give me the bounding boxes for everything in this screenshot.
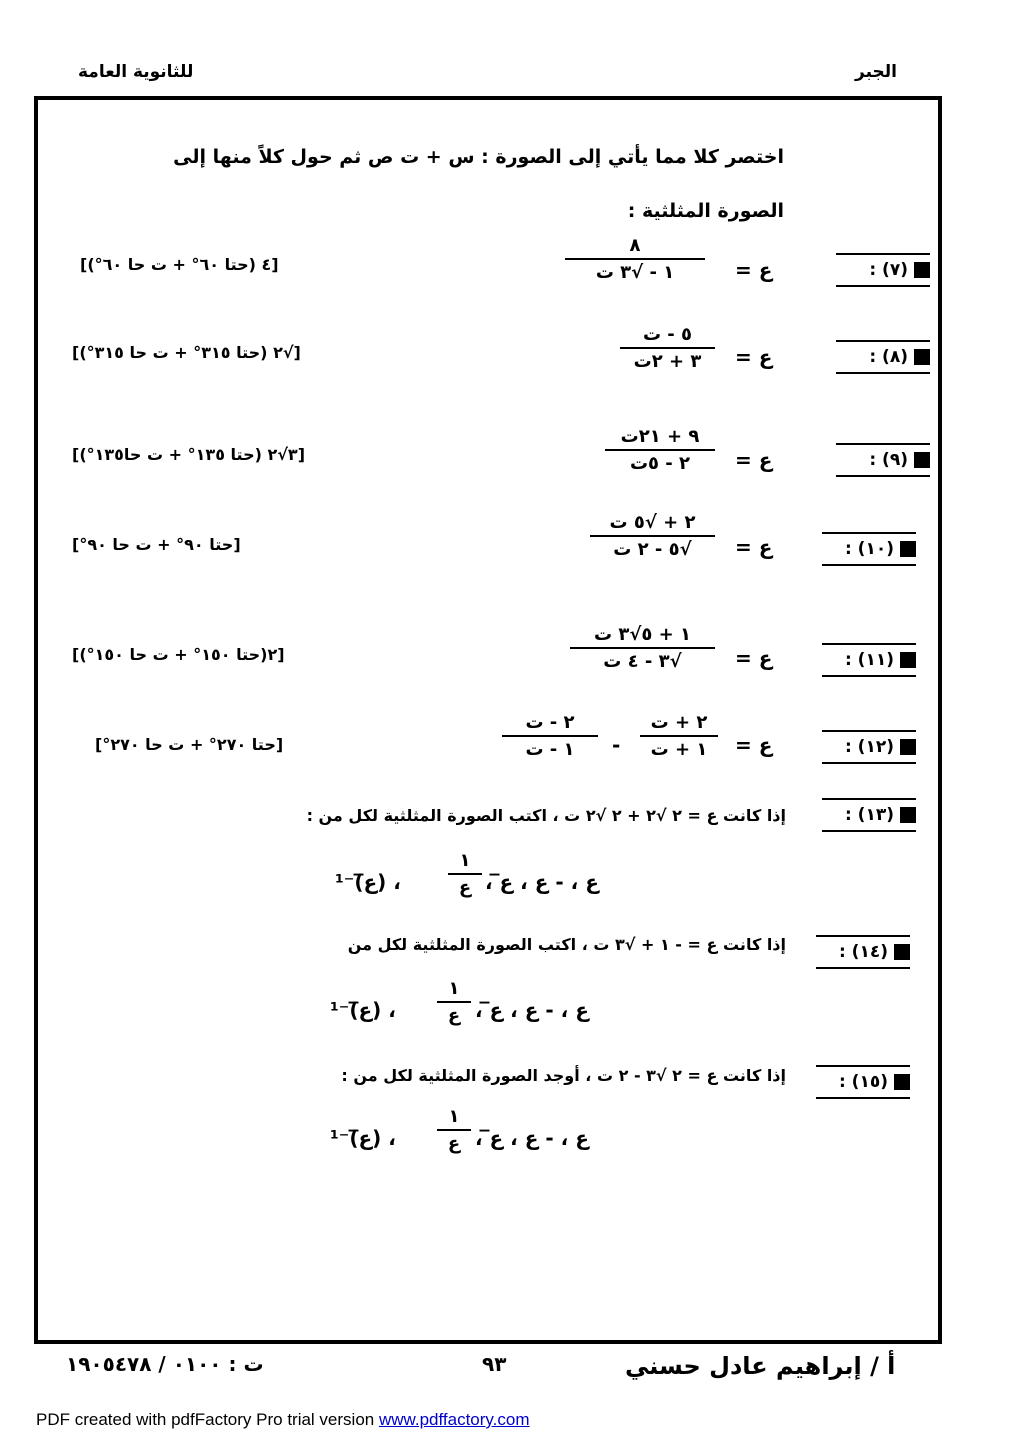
problem-label: (٧) : [836,253,930,287]
pdffactory-link[interactable]: www.pdffactory.com [378,1410,530,1429]
pdf-trial-note [36,1410,530,1430]
square-bullet-icon [894,1074,910,1090]
problem-label: (١٢) : [822,730,916,764]
minus-sign: - [612,733,621,757]
lhs: ع = [735,448,773,472]
operations-left: ، (ع̅)⁻¹ [335,870,401,894]
answer: [√٢ (حتا ٣١٥° + ت حا ٣١٥°)] [72,343,301,362]
operations-right: ع ، - ع ، ع̅ ، [475,998,589,1022]
square-bullet-icon [900,652,916,668]
problem-label: (١١) : [822,643,916,677]
header-right: الجبر [855,62,897,82]
lhs: ع = [735,646,773,670]
square-bullet-icon [894,944,910,960]
square-bullet-icon [914,452,930,468]
fraction: ١ + ٥√٣ ت √٣ - ٤ ت [570,624,715,672]
lhs: ع = [735,733,773,757]
fraction: ١ ع [448,850,482,898]
operations-left: ، (ع̅)⁻¹ [330,1126,396,1150]
problem-label: (٩) : [836,443,930,477]
problem-statement: إذا كانت ع = ٢ √٢ + ٢ √٢ ت ، اكتب الصورة المثلثية لكل من : [306,806,786,825]
footer-phone: ت : ٠١٠٠ / ١٩٠٥٤٧٨ [66,1352,264,1376]
intro-line-2: الصورة المثلثية : [627,200,784,222]
lhs: ع = [735,535,773,559]
square-bullet-icon [914,262,930,278]
problem-label: (١٤) : [816,935,910,969]
answer: [حتا ٩٠° + ت حا ٩٠°] [72,535,241,554]
fraction: ٨ ١ - √٣ ت [565,235,705,283]
footer-author: أ / إبراهيم عادل حسني [625,1352,896,1380]
fraction: ٢ + √٥ ت √٥ - ٢ ت [590,512,715,560]
answer: [٣√٢ (حتا ١٣٥° + ت حا١٣٥°)] [72,445,305,464]
square-bullet-icon [900,807,916,823]
square-bullet-icon [914,349,930,365]
fraction: ٩ + ٢١ت ٢ - ٥ت [605,426,715,474]
operations-left: ، (ع̅)⁻¹ [330,998,396,1022]
problem-statement: إذا كانت ع = ٢ √٣ - ٢ ت ، أوجد الصورة المثلثية لكل من : [341,1066,786,1085]
problem-label: (١٥) : [816,1065,910,1099]
operations-right: ع ، - ع ، ع̅ ، [475,1126,589,1150]
pdf-note-text: PDF created with pdfFactory Pro trial version [36,1410,379,1429]
lhs: ع = [735,258,773,282]
fraction: ٢ + ت ١ + ت [640,712,718,760]
square-bullet-icon [900,739,916,755]
footer-page-number: ٩٣ [482,1352,507,1376]
operations-right: ع ، - ع ، ع̅ ، [485,870,599,894]
problem-label: (١٠) : [822,532,916,566]
answer: [٢(حتا ١٥٠° + ت حا ١٥٠°)] [72,645,285,664]
fraction: ٢ - ت ١ - ت [502,712,598,760]
answer: [حتا ٢٧٠° + ت حا ٢٧٠°] [95,735,284,754]
intro-line-1: اختصر كلا مما يأتي إلى الصورة : س + ت ص ثم حول كلاً منها إلى [173,146,784,168]
content-frame [34,96,942,1344]
problem-label: (١٣) : [822,798,916,832]
problem-statement: إذا كانت ع = - ١ + √٣ ت ، اكتب الصورة المثلثية لكل من [347,935,786,954]
square-bullet-icon [900,541,916,557]
fraction: ٥ - ت ٣ + ٢ت [620,324,715,372]
problem-label: (٨) : [836,340,930,374]
answer: [٤ (حتا ٦٠° + ت حا ٦٠°)] [80,255,279,274]
fraction: ١ ع [437,1106,471,1154]
lhs: ع = [735,345,773,369]
header-left: للثانوية العامة [78,62,194,82]
fraction: ١ ع [437,978,471,1026]
